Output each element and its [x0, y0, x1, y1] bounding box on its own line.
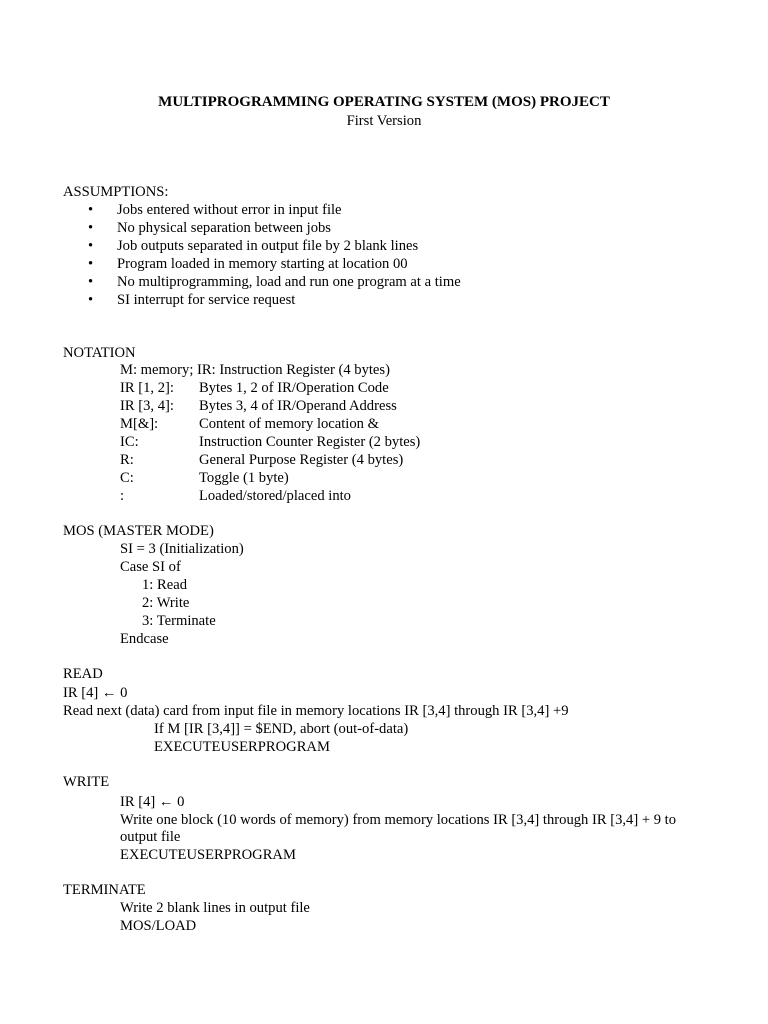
notation-value: Loaded/stored/placed into — [199, 488, 351, 504]
mos-heading: MOS (MASTER MODE) — [63, 523, 214, 539]
notation-key: IC: — [120, 434, 139, 450]
notation-key: C: — [120, 470, 134, 486]
mos-case-of: Case SI of — [120, 559, 181, 575]
mos-si-init: SI = 3 (Initialization) — [120, 541, 244, 557]
notation-value: Bytes 1, 2 of IR/Operation Code — [199, 380, 389, 396]
read-line: Read next (data) card from input file in memory locations IR [3,4] through IR [3,4] +9 — [63, 703, 569, 719]
notation-key: : — [120, 488, 125, 504]
assumption-item: •Jobs entered without error in input file — [88, 202, 342, 219]
bullet-icon — [88, 292, 117, 309]
bullet-icon — [88, 256, 117, 273]
mos-case-item: 3: Terminate — [142, 613, 216, 629]
notation-value: General Purpose Register (4 bytes) — [199, 452, 404, 468]
assumption-item: •SI interrupt for service request — [88, 292, 295, 309]
mos-case-item: 1: Read — [142, 577, 187, 593]
notation-key: IR [1, 2]: — [120, 380, 174, 396]
read-line: If M [IR [3,4]] = $END, abort (out-of-data) — [154, 721, 409, 737]
mos-endcase: Endcase — [120, 631, 169, 647]
bullet-icon — [88, 238, 117, 255]
assumption-item: •No multiprogramming, load and run one program at a time — [88, 274, 461, 291]
notation-value: Content of memory location & — [199, 416, 379, 432]
read-line: EXECUTEUSERPROGRAM — [154, 739, 330, 755]
document-title: MULTIPROGRAMMING OPERATING SYSTEM (MOS) PROJECT — [158, 94, 610, 110]
write-line: IR [4] ← 0 — [120, 794, 185, 810]
mos-case-item: 2: Write — [142, 595, 190, 611]
write-line: Write one block (10 words of memory) from memory locations IR [3,4] through IR [3,4] + 9 to — [120, 812, 677, 828]
notation-key: M[&]: — [120, 416, 159, 432]
assumption-item: •Program loaded in memory starting at location 00 — [88, 256, 408, 273]
read-heading: READ — [63, 666, 103, 682]
notation-key: R: — [120, 452, 134, 468]
write-line: EXECUTEUSERPROGRAM — [120, 847, 296, 863]
document-subtitle: First Version — [346, 113, 422, 129]
notation-value: Instruction Counter Register (2 bytes) — [199, 434, 421, 450]
notation-first-line: M: memory; IR: Instruction Register (4 bytes) — [120, 362, 390, 378]
bullet-icon — [88, 220, 117, 237]
assumption-item: •No physical separation between jobs — [88, 220, 331, 237]
read-line: IR [4] ← 0 — [63, 685, 128, 701]
write-heading: WRITE — [63, 774, 110, 790]
assumption-item: •Job outputs separated in output file by 2 blank lines — [88, 238, 418, 255]
notation-value: Bytes 3, 4 of IR/Operand Address — [199, 398, 397, 414]
write-line: output file — [120, 829, 181, 845]
terminate-heading: TERMINATE — [63, 882, 146, 898]
notation-value: Toggle (1 byte) — [199, 470, 289, 486]
notation-heading: NOTATION — [63, 345, 136, 361]
bullet-icon — [88, 202, 117, 219]
assumptions-heading: ASSUMPTIONS: — [63, 184, 169, 200]
terminate-line: MOS/LOAD — [120, 918, 197, 934]
notation-key: IR [3, 4]: — [120, 398, 174, 414]
terminate-line: Write 2 blank lines in output file — [120, 900, 310, 916]
bullet-icon — [88, 274, 117, 291]
